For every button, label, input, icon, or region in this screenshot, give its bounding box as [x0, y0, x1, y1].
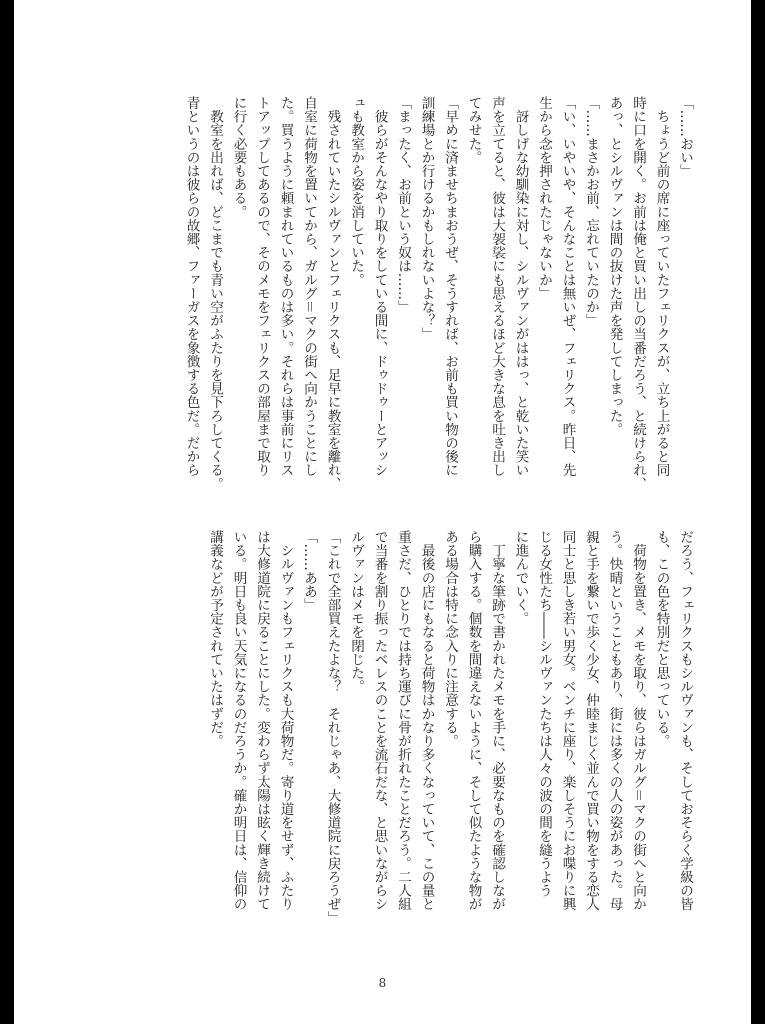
- page-number: 8: [378, 976, 387, 990]
- text-line: に進んでいく。: [512, 530, 529, 626]
- text-line: 教室を出れば、どこまでも青い空がふたりを見下ろしてくる。: [207, 96, 223, 491]
- text-line: 「まったく、お前という奴は……」: [395, 96, 411, 314]
- text-line: は大修道院に戻ることにした。変わらず太陽は眩く輝き続けて: [254, 530, 270, 911]
- text-line: 「早めに済ませちまおうぜ、そうすれば、お前も買い物の後に: [442, 96, 458, 477]
- text-line: だろう、フェリクスもシルヴァンも、そしておそらく学級の皆: [677, 530, 693, 911]
- text-line: トアップしてあるので、そのメモをフェリクスの部屋まで取り: [254, 96, 270, 477]
- text-line: 青というのは彼らの故郷、ファーガスを象徴する色だ。だから: [183, 96, 200, 477]
- bottom-text-block: [203, 530, 697, 946]
- text-line: 自室に荷物を置いてから、ガルグ＝マクの街へ向かうことにし: [301, 96, 317, 477]
- text-line: 荷物を置き、メモを取り、彼らはガルグ＝マクの街へと向か: [630, 530, 646, 911]
- text-line: 「い、いやいや、そんなことは無いぜ、フェリクス。昨日、先: [559, 96, 576, 477]
- top-text-block: [179, 96, 696, 512]
- text-line: に行く必要もある。: [230, 96, 247, 219]
- text-line: 丁寧な筆跡で書かれたメモを手に、必要なものを確認しなが: [489, 530, 505, 911]
- text-line: 声を立てると、彼は大袈裟にも思えるほど大きな息を吐き出し: [489, 96, 505, 477]
- text-line: てみせた。: [465, 96, 482, 164]
- text-line: シルヴァンもフェリクスも大荷物だ。寄り道をせず、ふたり: [277, 530, 294, 911]
- text-line: ら購入する。個数を間違えないように、そして似たような物が: [465, 530, 482, 911]
- text-line: 「……ああ」: [301, 530, 317, 612]
- text-line: 訓練場とか行けるかもしれないよな？」: [418, 96, 435, 341]
- text-line: 講義などが予定されていたはずだ。: [207, 530, 223, 748]
- text-line: 同士と思しき若い男女。ベンチに座り、楽しそうにお喋りに興: [559, 530, 576, 911]
- text-line: 「……まさかお前、忘れていたのか」: [583, 96, 599, 328]
- text-line: ルヴァンはメモを閉じた。: [348, 530, 364, 694]
- text-line: 訝しげな幼馴染に対し、シルヴァンがははっ、と乾いた笑い: [512, 96, 529, 477]
- text-line: 時に口を開く。お前は俺と買い出しの当番だろう、と続けられ、: [630, 96, 646, 491]
- text-line: も、この色を特別だと思っている。: [653, 530, 670, 748]
- text-line: 最後の店にもなると荷物はかなり多くなっていて、この量と: [418, 530, 435, 911]
- text-line: 彼らがそんなやり取りをしている間に、ドゥドゥーとアッシ: [371, 96, 388, 477]
- text-line: あっ、とシルヴァンは間の抜けた声を発してしまった。: [606, 96, 623, 436]
- text-line: で当番を割り振ったベレスのことを流石だな、と思いながらシ: [371, 530, 388, 911]
- text-line: ある場合は特に念入りに注意する。: [442, 530, 458, 748]
- text-line: 親と手を繋いで歩く少女、仲睦まじく並んで買い物をする恋人: [583, 530, 599, 911]
- text-line: 「これで全部買えたよな？ それじゃあ、大修道院に戻ろうぜ」: [324, 530, 341, 925]
- text-line: 「……おい」: [677, 96, 693, 178]
- text-line: た。買うように頼まれているものは多い。それらは事前にリス: [277, 96, 294, 477]
- text-line: ちょうど前の席に座っていたフェリクスが、立ち上がると同: [653, 96, 670, 477]
- text-line: う。快晴ということもあり、街には多くの人の姿があった。母: [606, 530, 623, 911]
- text-line: 残されていたシルヴァンとフェリクスも、足早に教室を離れ、: [324, 96, 341, 491]
- text-line: いる。明日も良い天気になるのだろうか。確か明日は、信仰の: [230, 530, 247, 911]
- text-line: 生から念を押されたじゃないか」: [536, 96, 552, 300]
- text-line: じる女性たち――シルヴァンたちは人々の波の間を縫うよう: [536, 530, 552, 898]
- text-line: 重さだ、ひとりでは持ち運びに骨が折れたことだろう。二人組: [395, 530, 411, 911]
- book-page: [14, 0, 751, 1024]
- text-line: ュも教室から姿を消していた。: [348, 96, 364, 287]
